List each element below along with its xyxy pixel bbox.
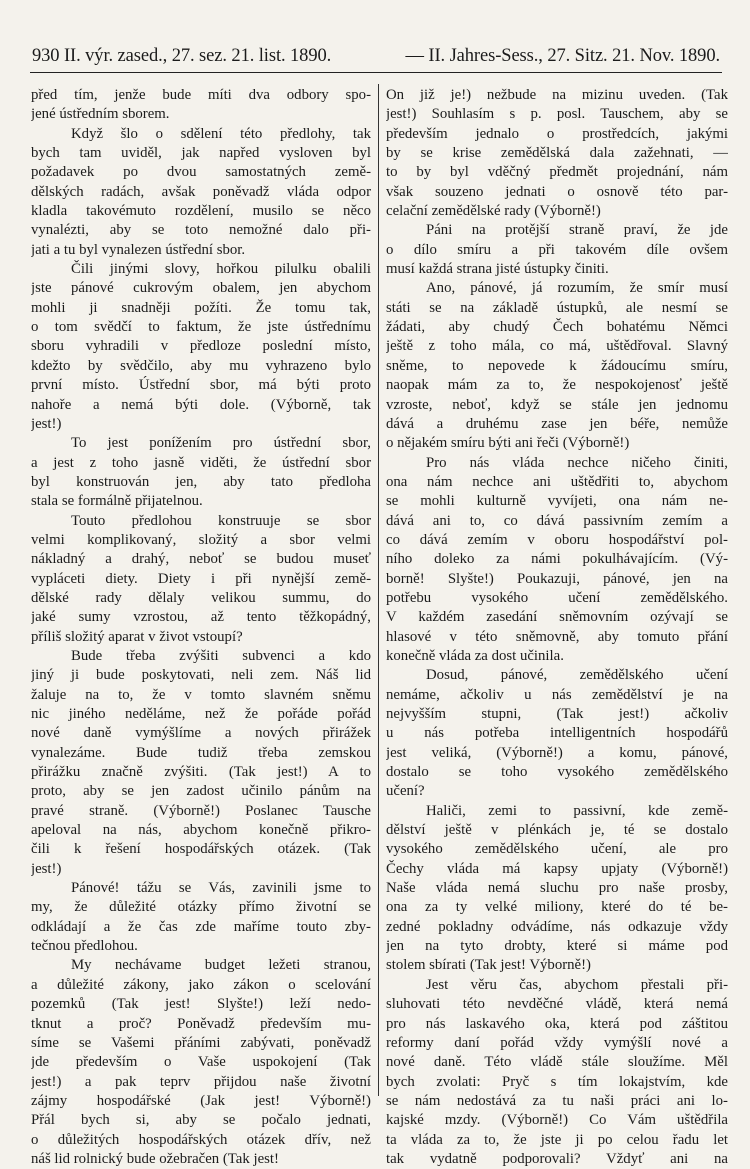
text-line: o nějakém smíru býti ani řeči (Výborně!) [386,435,630,452]
text-line: jaké sumy vzrostou, až tento těžkopádný, [31,609,371,626]
text-line: Dosud, pánové, zemědělského učení [426,667,728,684]
text-line: pravé straně. (Výborně!) Poslanec Tausche [31,802,371,819]
text-line: dělské rady dělaly velikou summu, do [31,589,371,606]
text-line: proto, aby se jen zadost učinilo pánům na [31,783,371,800]
text-line: pro nás laskavého oka, která pod záštitou [386,1015,728,1032]
text-line: kladla takovémuto rozdělení, musilo se něco [31,203,371,220]
text-line: žádati, aby chudý Čech bohatému Němci [386,319,728,336]
text-line: čili k řešení hospodářských otázek. (Tak [31,841,371,858]
text-line: Když šlo o sdělení této předlohy, tak [71,125,371,142]
text-line: nákladný a drahý, neboť se budou museť [31,551,371,568]
text-line: státi se na základě ústupků, ale nesmí se [386,299,728,316]
text-line: jest!) Souhlasím s p. posl. Tauschem, aby se [386,106,728,123]
text-line: co dává zemím v oboru hospodářství pol- [386,531,728,548]
text-line: učení? [386,783,425,800]
text-line: jste pánové cukrovým obalem, jen abychom [31,280,371,297]
text-line: příliš složitý aparat v život vstoupí? [31,628,243,645]
text-line: síme se Vašemi přáními zabývati, poněvadž [31,1034,371,1051]
text-line: dělství ještě v plénkách je, té se dostalo [386,822,728,839]
header-german: — II. Jahres-Sess., 27. Sitz. 21. Nov. 1890. [405,46,720,66]
text-line: dává ani to, co dává passivním zemím a [386,512,728,529]
text-line: před tím, jenže bude míti dva odbory spo- [31,87,371,103]
left-column [31,86,371,1169]
text-line: o dílo smíru a při takovém díle ovšem [386,241,728,258]
text-line: požadavek po dvou samostatných země- [31,164,371,181]
text-line: nemáme, ačkoliv u nás zemědělství je na [386,686,728,703]
text-line: celační zemědělské rady (Výborně!) [386,203,601,220]
header-czech: 930 II. výr. zased., 27. sez. 21. list. 1890. [32,46,332,66]
text-line: vynalézti, aby se toto nemožné dalo při- [31,222,371,239]
text-line: sluhovati této nevděčné vládě, která nemá [386,996,728,1013]
text-line: zájmy hospodářské (Jak jest! Výborně!) [31,1092,371,1109]
text-line: dostalo se toho vysokého zemědělského [386,764,728,781]
text-line: jest!) a pak teprv přijdou naše životní [31,1073,371,1090]
text-line: nahoře a nemá býti dole. (Výborně, tak [31,396,371,413]
text-line: potřebu vysokého učení zemědělského. [386,589,728,606]
text-line: byl konstruován jen, aby tato předloha [31,473,371,490]
text-line: tknut a proč? Poněvadž především mu- [31,1015,371,1032]
text-line: ona nám nechce ani uštědřiti to, abychom [386,473,728,490]
text-line: především jednalo o prostředcích, jakými [386,125,728,142]
text-line: zedné pokladny odvádíme, nás odkazuje vždy [386,918,728,935]
text-line: bych zvolati: Pryč s tím lokajstvím, kde [386,1073,728,1090]
text-line: Bude třeba zvýšiti subvenci a kdo [71,647,371,664]
text-line: ještě z toho mála, co má, uštědřoval. Slavný [386,338,728,355]
right-column [386,86,728,1169]
text-line: o tom svědčí to faktum, že jste ústřednímu [31,319,371,336]
text-line: dělských radách, avšak poněvadž vláda odpor [31,183,371,200]
text-line: sboru vyhradili v předloze poslední místo, [31,338,371,355]
text-line: a důležité zákony, jako zákon o scelování [31,976,371,993]
text-line: konečně vláda za dost učinila. [386,647,564,664]
text-line: nejvyšším stupni, (Tak jest!) ačkoliv [386,706,728,722]
text-line: Přál bych si, aby se počalo jednati, [31,1112,371,1129]
text-line: však souzeno jednati o osnově této par- [386,183,728,200]
text-line: ona za ty velké miliony, které do té be- [386,899,728,916]
text-line: tečnou předlohou. [31,938,138,955]
text-line: vzroste, neboť, když se stále jen jednomu [386,396,728,413]
text-line: přirážku značně zvýšiti. (Tak jest!) A to [31,764,371,781]
text-line: apeloval na nás, abychom konečně přikro- [31,822,371,839]
text-line: Ano, pánové, já rozumím, že smír musí [426,280,728,297]
text-line: dává a druhému zase jen béře, nemůže [386,415,728,432]
text-line: by se krise zemědělská dala zažehnati, — [386,145,728,162]
text-line: reformy daní pořád vždy vymýšlí nové a [386,1034,728,1051]
text-line: jiný ji bude poskytovati, neli zem. Náš lid [31,667,371,684]
text-line: Naše vláda nemá sluchu pro naše prosby, [386,880,728,897]
text-line: stala se formálně přijatelnou. [31,493,203,510]
text-line: ta vláda za to, že jste ji po celou řadu let [386,1131,728,1148]
text-line: vynalezáme. Bude tudiž třeba zemskou [31,744,371,761]
text-line: Páni na protější straně praví, že jde [426,222,728,239]
text-line: vysokého zemědělského učení, ale pro [386,841,728,858]
text-line: sněme, to nepovede k žádoucímu smíru, [386,357,728,374]
text-line: pozemků (Tak jest! Slyšte!) leží nedo- [31,996,371,1013]
text-line: On již je!) nežbude na mizinu uveden. (Tak [386,87,728,103]
text-line: jené ústředním sborem. [31,106,170,123]
text-line: kajské mzdy. (Výborně!) Co Vám uštědřila [386,1112,728,1129]
text-line: My nechávame budget ležeti stranou, [71,957,371,974]
text-line: tak vydatně podporovali? Vždyť ani na [386,1150,728,1167]
text-line: Jest věru čas, abychom přestali při- [426,976,728,993]
text-line: odkládají a že čas zde maříme touto zby- [31,918,371,935]
text-line: nic jiného neděláme, než že pořáde pořád [31,706,371,722]
text-line: bych tam uviděl, jak napřed vysloven byl [31,145,371,162]
text-line: první místo. Ústřední sbor, má býti proto [31,377,371,394]
text-line: Čechy vláda má kapsy upjaty (Výborně!) [386,860,728,877]
text-line: nové daně vymýšlíme a nových přirážek [31,725,371,742]
text-line: se mohli kulturně vyvíjeti, ona nám ne- [386,493,728,510]
text-line: jest!) [31,415,62,432]
text-line: Čili jinými slovy, hořkou pilulku obalili [71,261,371,278]
text-line: Haliči, zemi to passivní, kde země- [426,802,728,819]
text-line: hlasové v této sněmovně, aby tomuto přání [386,628,728,645]
text-line: musí každá strana jisté ústupky činiti. [386,261,609,278]
text-line: stolem sbírati (Tak jest! Výborně!) [386,957,591,974]
text-line: jest veliká, (Výborně!) a komu, pánové, [386,744,728,761]
text-line: Pro nás vláda nechce ničeho činiti, [426,454,728,471]
text-line: Pánové! tážu se Vás, zavinili jsme to [71,880,371,897]
text-line: vypláceti diety. Diety i při nynější země- [31,570,371,587]
text-line: jest!) [31,860,62,877]
text-line: se nám nedostává za tu naši práci ani lo- [386,1092,728,1109]
text-line: u nás potřeba intelligentních hospodářů [386,725,728,742]
column-divider [378,84,379,1096]
text-line: nové daně. Této vládě stále sloužíme. Měl [386,1054,728,1071]
text-line: To jest ponížením pro ústřední sbor, [71,435,371,452]
text-line: jen na tyto drobty, které si máme pod [386,938,728,955]
text-line: náš lid rolnický bude ožebračen (Tak jest! [31,1150,279,1167]
text-line: my, že důležité otázky přímo životní se [31,899,371,916]
text-line: to by byl vděčný předmět projednání, nám [386,164,728,181]
text-line: jde především o Vaše uspokojení (Tak [31,1054,371,1071]
text-line: V každém zasedání sněmovním ozývají se [386,609,728,626]
text-line: borně! Slyšte!) Poukazuji, pánové, jen na [386,570,728,587]
text-line: naopak mám za to, že nespokojenosť ještě [386,377,728,394]
text-line: o důležitých hospodářských otázek dřív, než [31,1131,371,1148]
text-line: kdežto by svědčilo, aby mu vyhrazeno bylo [31,357,371,374]
text-line: jati a tu byl vynalezen ústřední sbor. [31,241,246,258]
text-line: Touto předlohou konstruuje se sbor [71,512,371,529]
text-line: ního doleko za námi pokulhávajícím. (Vý- [386,551,728,568]
text-line: velmi komplikovaný, složitý a sbor velmi [31,531,371,548]
text-line: mohli ji snadněji požíti. Že tomu tak, [31,299,371,316]
page-header [30,40,722,73]
text-line: žaluje na to, že v tomto slavném sněmu [31,686,371,703]
text-line: a jest z toho jasně viděti, že ústřední sbor [31,454,371,471]
